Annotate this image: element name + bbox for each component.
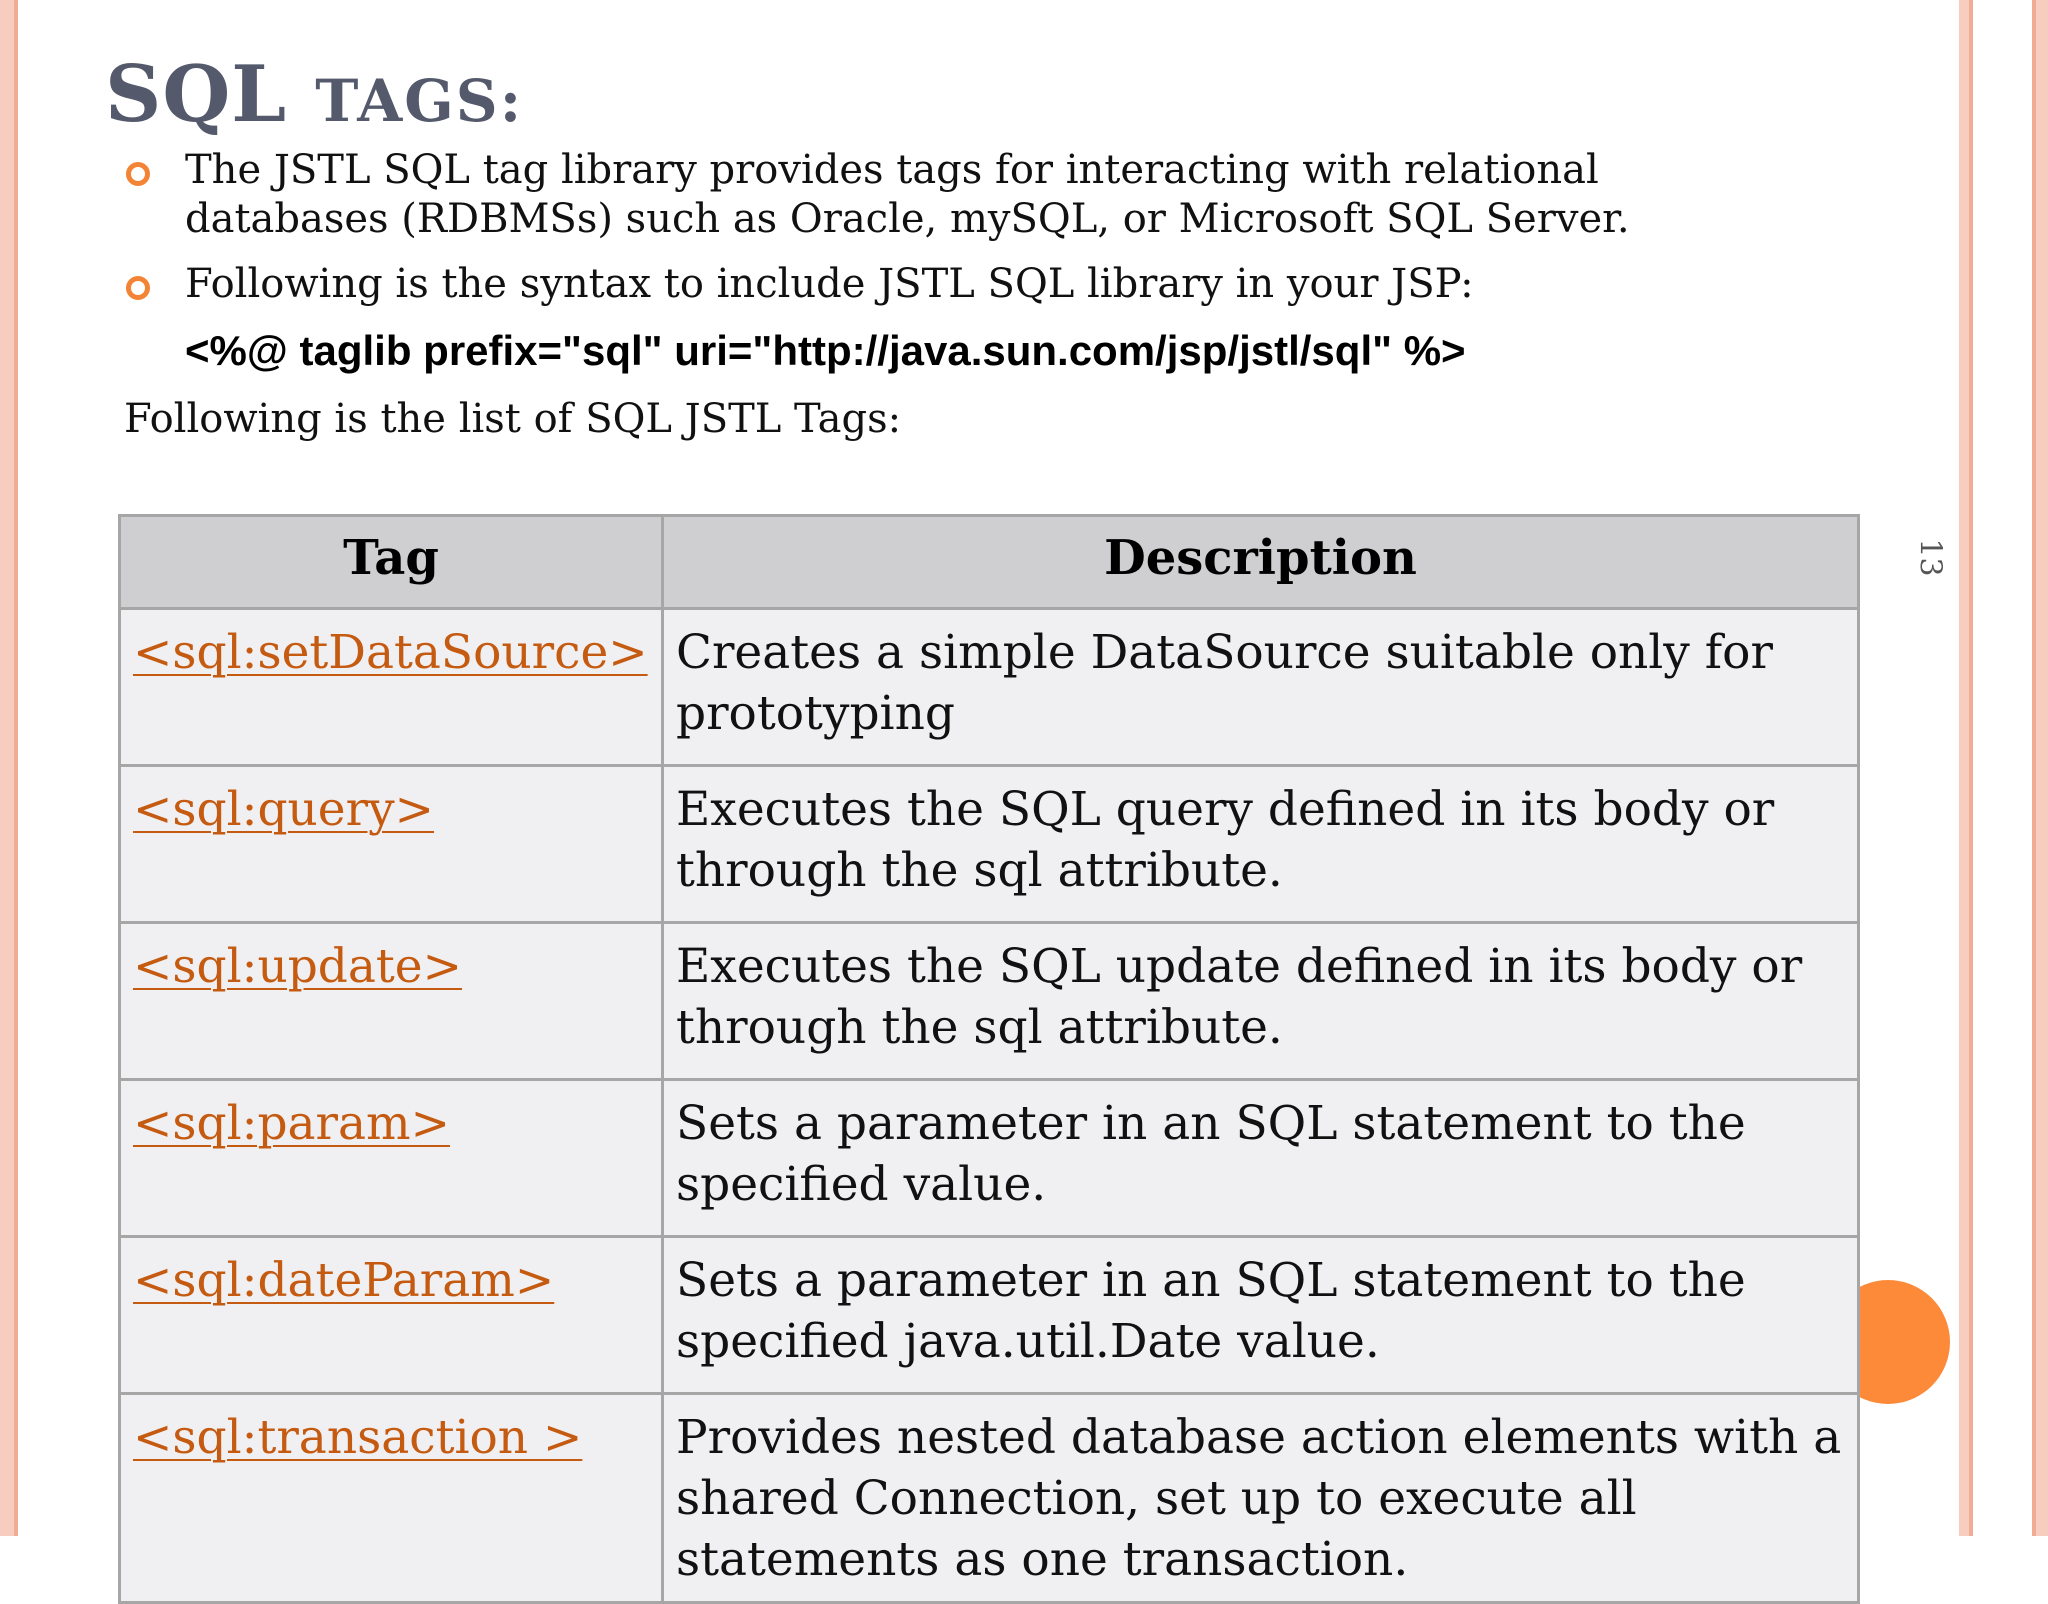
bullet-ring-icon [126,162,150,186]
description-cell: Sets a parameter in an SQL statement to the specified value. [663,1080,1859,1237]
tag-link[interactable]: <sql:setDataSource> [133,625,648,680]
slide-title [105,49,524,144]
description-cell: Executes the SQL query defined in its body or through the sql attribute. [663,766,1859,923]
description-cell: Provides nested database action elements with a shared Connection, set up to execute all statements as one transaction. [663,1394,1859,1603]
table-row [120,1237,1859,1394]
table-header-row [120,516,1859,609]
tag-link[interactable]: <sql:dateParam> [133,1253,555,1308]
bullet-text: The JSTL SQL tag library provides tags for interacting with relational databases (RDBMSs) such as Oracle, mySQL, or Microsoft SQL Server. [185,147,1630,242]
list-intro-text: Following is the list of SQL JSTL Tags: [124,396,902,442]
table-row [120,766,1859,923]
slide-title-rest: TAGS: [315,67,524,135]
tag-cell [120,609,663,766]
tag-cell [120,1394,663,1603]
table-row [120,1080,1859,1237]
bullet-list [110,146,1770,377]
tag-cell [120,1237,663,1394]
sql-tags-table [118,514,1860,1604]
tag-link[interactable]: <sql:transaction > [133,1410,583,1465]
description-cell: Executes the SQL update defined in its body or through the sql attribute. [663,923,1859,1080]
tag-link[interactable]: <sql:query> [133,782,435,837]
bullet-ring-icon [126,276,150,300]
left-border-strip [0,0,14,1536]
right-border-strip-outer [2036,0,2048,1536]
tag-link[interactable]: <sql:param> [133,1096,450,1151]
right-border-line-inner [1969,0,1973,1536]
bullet-text: Following is the syntax to include JSTL SQL library in your JSP: [185,261,1474,307]
description-cell: Sets a parameter in an SQL statement to the specified java.util.Date value. [663,1237,1859,1394]
tag-cell [120,923,663,1080]
table-row [120,609,1859,766]
slide-title-main: SQL [105,49,288,140]
taglib-code-line: <%@ taglib prefix="sql" uri="http://java.sun.com/jsp/jstl/sql" %> [185,327,1466,374]
bullet-item [110,146,1770,244]
right-border-strip-inner [1959,0,1969,1536]
sql-tags-table-container [118,514,1860,1604]
column-header-description: Description [663,516,1859,609]
tag-cell [120,766,663,923]
bullet-item [110,260,1770,309]
left-border-line [14,0,18,1536]
table-row [120,1394,1859,1603]
description-cell: Creates a simple DataSource suitable only for prototyping [663,609,1859,766]
tag-link[interactable]: <sql:update> [133,939,462,994]
table-row [120,923,1859,1080]
page-number: 13 [1912,538,1948,577]
column-header-tag: Tag [120,516,663,609]
tag-cell [120,1080,663,1237]
